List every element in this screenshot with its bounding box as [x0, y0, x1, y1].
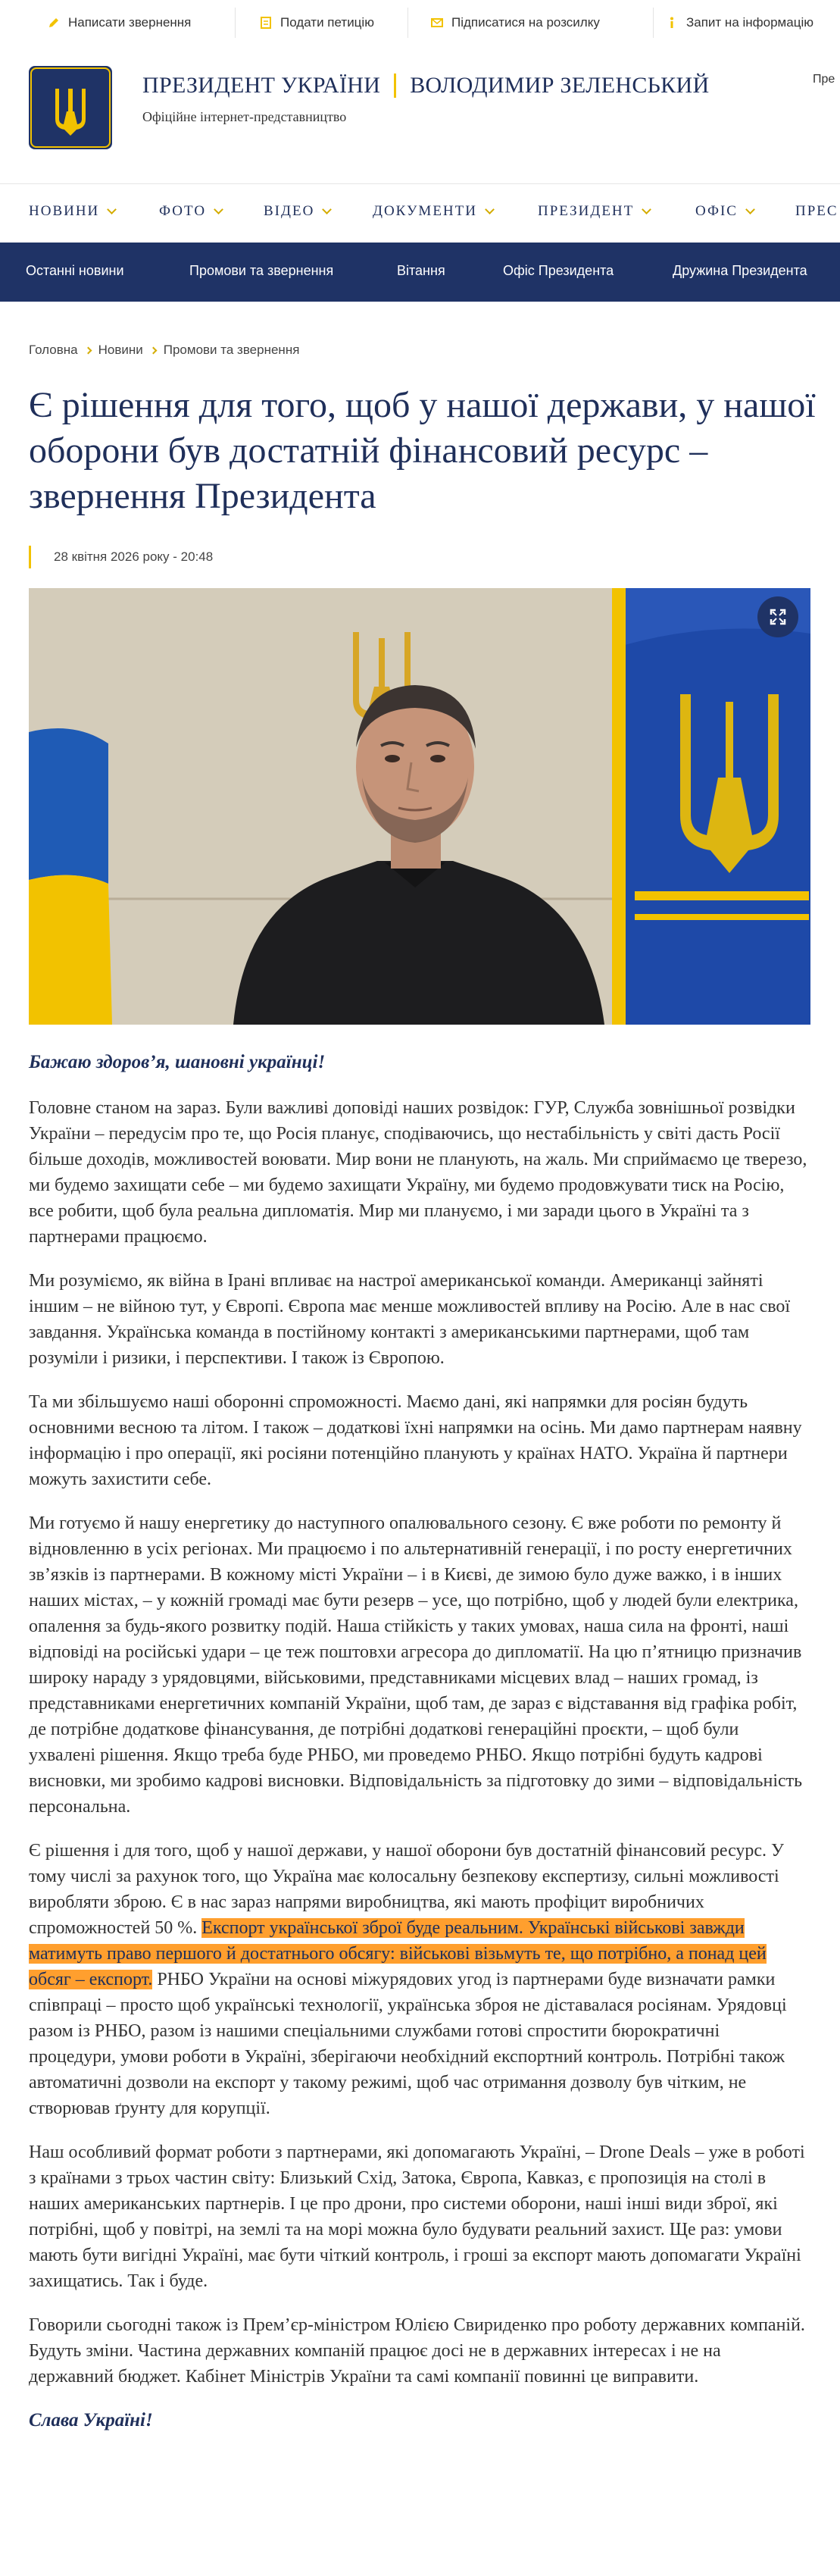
breadcrumb-news[interactable]: Новини: [98, 343, 143, 357]
article-body: [29, 1050, 809, 2452]
mail-icon: [430, 16, 444, 30]
nav-president-label: ПРЕЗИДЕНТ: [538, 203, 635, 219]
paragraph-1: Головне станом на зараз. Були важливі доповіді наших розвідок: ГУР, Служба зовнішньої розвідки України – передусім про те, що Росія планує, сподіваючись, що нестабільність у світі дасть Росії більше доходів, можливостей воювати. Мир вони не планують, на жаль. Ми сприймаємо це тверезо, ми будемо захищати себе – ми будемо захищати Україну, ми будемо продовжувати тиск на Росію, все робити, щоб була реальна дипломатія. Мир ми плануємо, і ми заради цього в Україні та з партнерами працюємо.: [29, 1098, 807, 1247]
divider: [235, 8, 236, 38]
breadcrumb: [29, 343, 299, 358]
paragraph-7: Говорили сьогодні також із Прем’єр-міністром Юлією Свириденко про роботу державних компаній. Будуть зміни. Частина державних компаній працює досі не в державних інтересах і не на державний бюджет. Кабінет Міністрів України та самі компанії повинні це виправити.: [29, 2315, 805, 2387]
chevron-down-icon: [107, 205, 117, 214]
header-right-truncated[interactable]: Пре: [813, 73, 835, 86]
subnav-first-lady[interactable]: Дружина Президента: [673, 263, 807, 278]
info-request-link[interactable]: [665, 13, 813, 33]
nav-office-label: ОФІС: [695, 203, 738, 219]
chevron-down-icon: [745, 205, 755, 214]
breadcrumb-speeches[interactable]: Промови та звернення: [163, 343, 300, 357]
paragraph-5-end: РНБО України на основі міжурядових угод із партнерами буде визначати рамки співпраці – просто щоб українські технології, українська зброя не діставалася росіянам. Урядовці разом із РНБО, разом із нашими спеціальними службами готові спростити бюрократичні процедури, умови роботи в Україні, зберігаючи необхідний експортний контроль. Потрібні також автоматичні дозволи на експорт у такому режимі, щоб час отримання дозволу був чітким, не створював ґрунту для корупції.: [29, 1970, 787, 2118]
article-hero-image: [29, 588, 810, 1025]
nav-video-label: ВІДЕО: [264, 203, 315, 219]
pen-icon: [47, 16, 61, 30]
brand-president-text: ПРЕЗИДЕНТ УКРАЇНИ: [142, 73, 381, 98]
nav-news[interactable]: [29, 203, 115, 220]
chevron-down-icon: [214, 205, 223, 214]
paragraph-5-start: Є рішення і для того, щоб у нашої держави, у нашої оборони був достатній фінансовий ресурс. У тому числі за рахунок того, що Україна має колосальну безпекову експертизу, сильні можливості виробляти зброю. Є в нас зараз напрями виробництва, які мають профіцит виробничих спроможностей 50 %.: [29, 1841, 785, 1938]
nav-press-label: ПРЕС: [795, 203, 838, 219]
nav-president[interactable]: [538, 203, 650, 220]
subnav-greetings[interactable]: Вітання: [397, 263, 445, 278]
highlighted-quote: Експорт української зброї буде реальним. Українські військові завжди матимуть право першого й достатнього обсягу: військові візьмуть те, що потрібно, а понад цей обсяг – експорт.: [29, 1918, 767, 1989]
brand-name-text: ВОЛОДИМИР ЗЕЛЕНСЬКИЙ: [410, 73, 710, 98]
paragraph-2: Ми розуміємо, як війна в Ірані впливає на настрої американської команди. Американці зайняті іншим – не війною тут, у Європі. Європа має менше можливостей впливу на Росію. Але в нас свої завдання. Українська команда в постійному контакті з американськими партнерами, щоб там розуміли і ризики, і перспективи. І також із Європою.: [29, 1271, 791, 1368]
site-subtitle: Офіційне інтернет-представництво: [142, 109, 347, 124]
greeting: Бажаю здоров’я, шановні українці!: [29, 1052, 326, 1072]
fullscreen-button[interactable]: [757, 596, 798, 637]
breadcrumb-home[interactable]: Головна: [29, 343, 78, 357]
write-appeal-link[interactable]: [47, 13, 191, 33]
expand-icon: [770, 609, 786, 625]
nav-office[interactable]: [695, 203, 754, 220]
subscribe-link[interactable]: [430, 13, 600, 33]
info-request-label: Запит на інформацію: [686, 15, 813, 30]
subnav-speeches[interactable]: Промови та звернення: [189, 263, 334, 278]
paragraph-6: Наш особливий формат роботи з партнерами, які допомагають Україні, – Drone Deals – уже в роботі з країнами з трьох частин світу: Близький Схід, Затока, Європа, Кавказ, є пропозиція на столі в наших американських партнерів. І це про дрони, про системи оборони, наші інші види зброї, які потрібні, щоб у повітрі, на землі та на морі можна було будувати реальний захист. Ще раз: умови мають бути вигідні Україні, має бути чіткий контроль, і гроші за експорт мають допомагати Україні захищатись. Так і буде.: [29, 2142, 805, 2291]
document-icon: [259, 16, 273, 30]
nav-documents-label: ДОКУМЕНТИ: [373, 203, 477, 219]
chevron-right-icon: [149, 346, 157, 354]
write-appeal-label: Написати звернення: [68, 15, 192, 30]
info-icon: [665, 16, 679, 30]
nav-news-label: НОВИНИ: [29, 203, 100, 219]
paragraph-5: [29, 1838, 809, 2121]
chevron-down-icon: [322, 205, 332, 214]
publish-date: 28 квітня 2026 року - 20:48: [29, 546, 213, 568]
page-title: Є рішення для того, щоб у нашої держави, у нашої оборони був достатній фінансовий ресурс – звернення Президента: [29, 385, 816, 516]
paragraph-4: Ми готуємо й нашу енергетику до наступного опалювального сезону. Є вже роботи по ремонту й відновленню в усіх регіонах. Ми працюємо і по альтернативній генерації, і по росту енергетичних зв’язків із партнерами. В кожному місті України – і в Києві, де зимою було дуже важко, і в інших наших містах, – у кожній громаді має бути резерв – усе, що потрібно, щоб у людей були електрика, опалення за будь-якого розвитку подій. Наша стійкість у таких умовах, наша сила на фронті, наші відповіді на російські удари – це теж поштовхи агресора до дипломатії. На цю п’ятницю призначив широку нараду з урядовцями, військовими, представниками місцевих влад – наших громад, із представниками енергетичних компаній України, щоб там, де зараз є відставання від графіка робіт, де потрібне додаткове фінансування, де потрібні додаткові генераційні проєкти, – щоб були ухвалені рішення. Якщо треба буде РНБО, ми проведемо РНБО. Якщо потрібні будуть кадрові висновки, ми зробимо кадрові висновки. Відповідальність за підготовку до зими – відповідальність персональна.: [29, 1513, 803, 1817]
site-brand[interactable]: [142, 73, 709, 99]
chevron-down-icon: [485, 205, 495, 214]
paragraph-3: Та ми збільшуємо наші оборонні спроможності. Маємо дані, які напрямки для росіян будуть основними весною та літом. І також – додаткові їхні напрямки на осінь. Ми дамо партнерам наявну інформацію і про операції, які росіяни потенційно планують у країнах НАТО. Україна й партнери можуть захистити себе.: [29, 1392, 802, 1489]
subnav-office[interactable]: Офіс Президента: [503, 263, 614, 278]
submit-petition-link[interactable]: [259, 13, 374, 33]
section-navigation: [0, 243, 840, 302]
divider: [653, 8, 654, 38]
trident-icon: [29, 66, 112, 149]
nav-photo[interactable]: [159, 203, 222, 220]
submit-petition-label: Подати петицію: [280, 15, 374, 30]
top-utility-bar: [0, 0, 840, 45]
nav-photo-label: ФОТО: [159, 203, 207, 219]
president-video-still: [29, 588, 810, 1025]
brand-divider: [394, 74, 396, 98]
nav-video[interactable]: [264, 203, 330, 220]
main-navigation: [0, 183, 840, 238]
nav-press[interactable]: [795, 203, 838, 220]
trident-logo[interactable]: [29, 66, 112, 149]
closing: Слава Україні!: [29, 2410, 153, 2430]
subnav-latest-news[interactable]: Останні новини: [26, 263, 124, 278]
chevron-right-icon: [84, 346, 92, 354]
nav-documents[interactable]: [373, 203, 493, 220]
chevron-down-icon: [642, 205, 651, 214]
subscribe-label: Підписатися на розсилку: [451, 15, 600, 30]
